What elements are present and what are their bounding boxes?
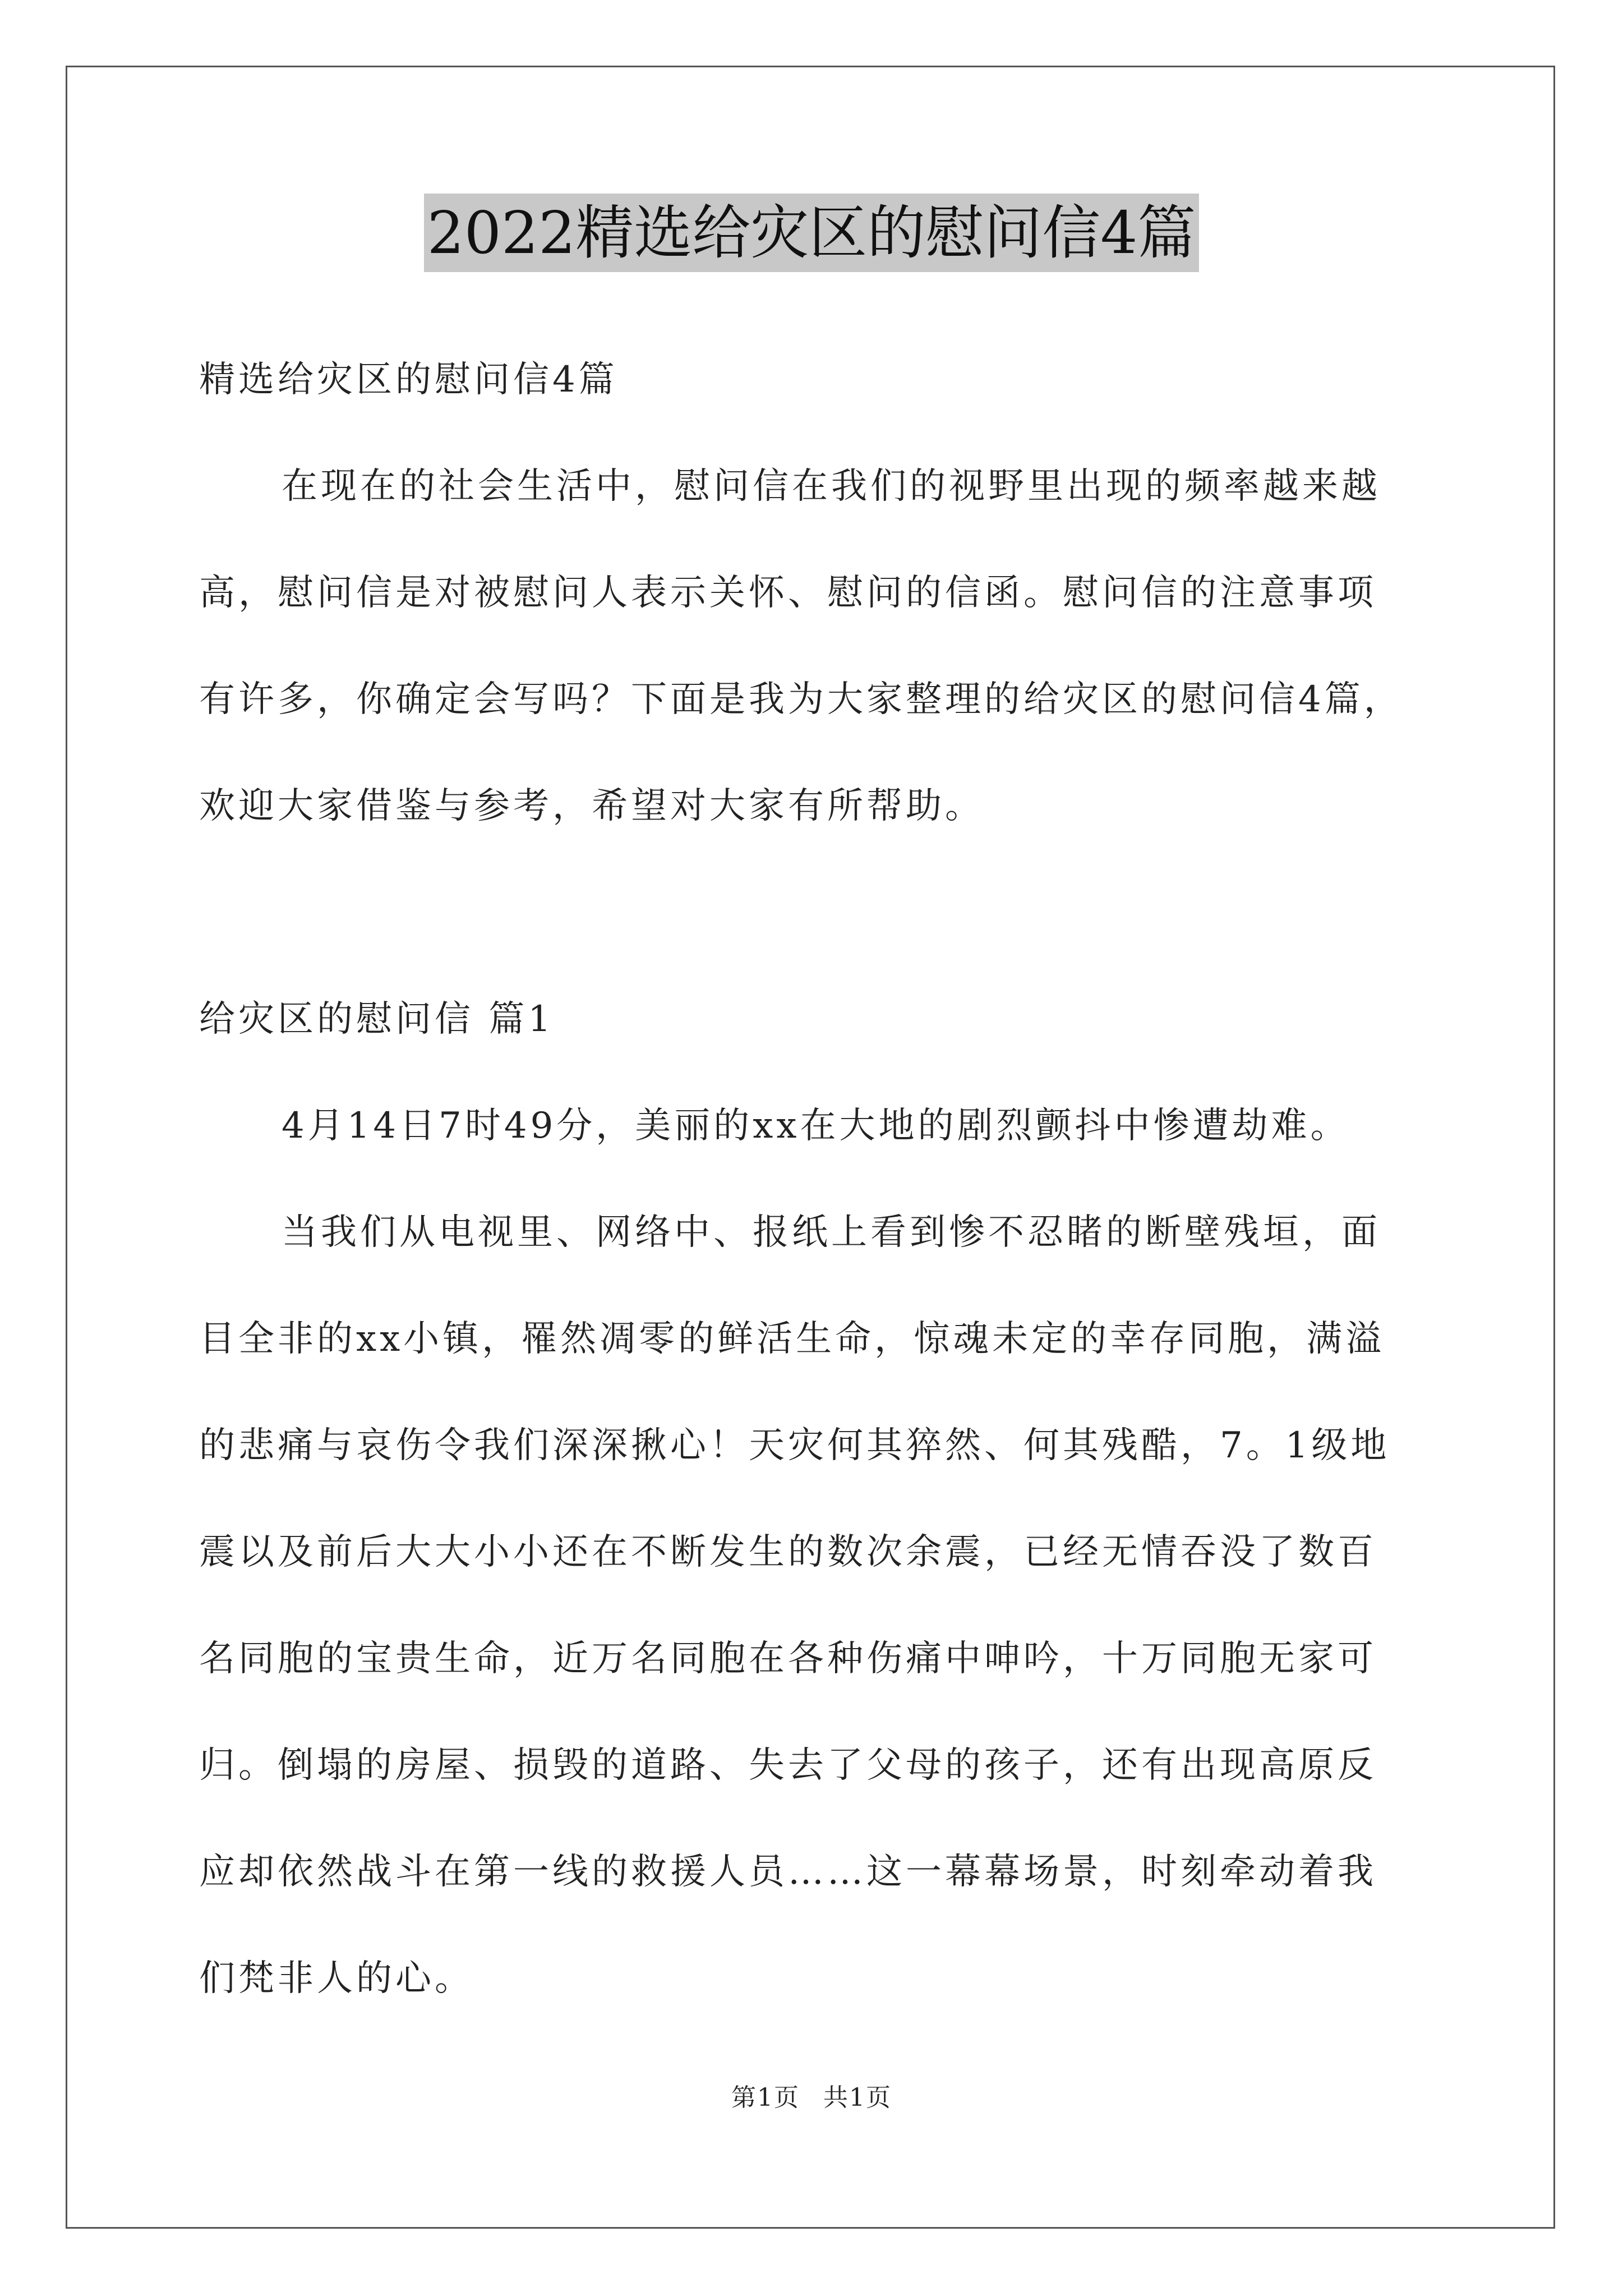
- section-para-line: 应却依然战斗在第一线的救援人员……这一幕幕场景，时刻牵动着我: [199, 1851, 1377, 1893]
- section-para-line: 目全非的xx小镇，罹然凋零的鲜活生命，惊魂未定的幸存同胞，满溢: [199, 1318, 1385, 1360]
- page-number: 第1页: [731, 2083, 800, 2112]
- section-para-line: 震以及前后大大小小还在不断发生的数次余震，已经无情吞没了数百: [199, 1531, 1377, 1573]
- page-footer: [0, 2081, 1623, 2115]
- subtitle: 精选给灾区的慰问信4篇: [199, 359, 618, 401]
- intro-line: 在现在的社会生活中，慰问信在我们的视野里出现的频率越来越: [282, 466, 1381, 507]
- section-line: 4月14日7时49分，美丽的xx在大地的剧烈颤抖中惨遭劫难。: [282, 1105, 1350, 1147]
- section-heading: 给灾区的慰问信 篇1: [199, 999, 555, 1040]
- section-para-line: 当我们从电视里、网络中、报纸上看到惨不忍睹的断壁残垣，面: [282, 1212, 1381, 1253]
- section-para-line: 的悲痛与哀伤令我们深深揪心！天灾何其猝然、何其残酷，7。1级地: [199, 1425, 1390, 1466]
- section-para-line: 归。倒塌的房屋、损毁的道路、失去了父母的孩子，还有出现高原反: [199, 1745, 1377, 1786]
- document-title: 2022精选给灾区的慰问信4篇: [424, 194, 1200, 272]
- intro-line: 欢迎大家借鉴与参考，希望对大家有所帮助。: [199, 785, 984, 827]
- section-para-line: 们梵非人的心。: [199, 1958, 474, 1999]
- intro-line: 高，慰问信是对被慰问人表示关怀、慰问的信函。慰问信的注意事项: [199, 572, 1377, 614]
- section-para-line: 名同胞的宝贵生命，近万名同胞在各种伤痛中呻吟，十万同胞无家可: [199, 1638, 1377, 1680]
- intro-line: 有许多，你确定会写吗？下面是我为大家整理的给灾区的慰问信4篇，: [199, 679, 1403, 720]
- page-total: 共1页: [823, 2083, 892, 2112]
- title-container: [0, 194, 1623, 272]
